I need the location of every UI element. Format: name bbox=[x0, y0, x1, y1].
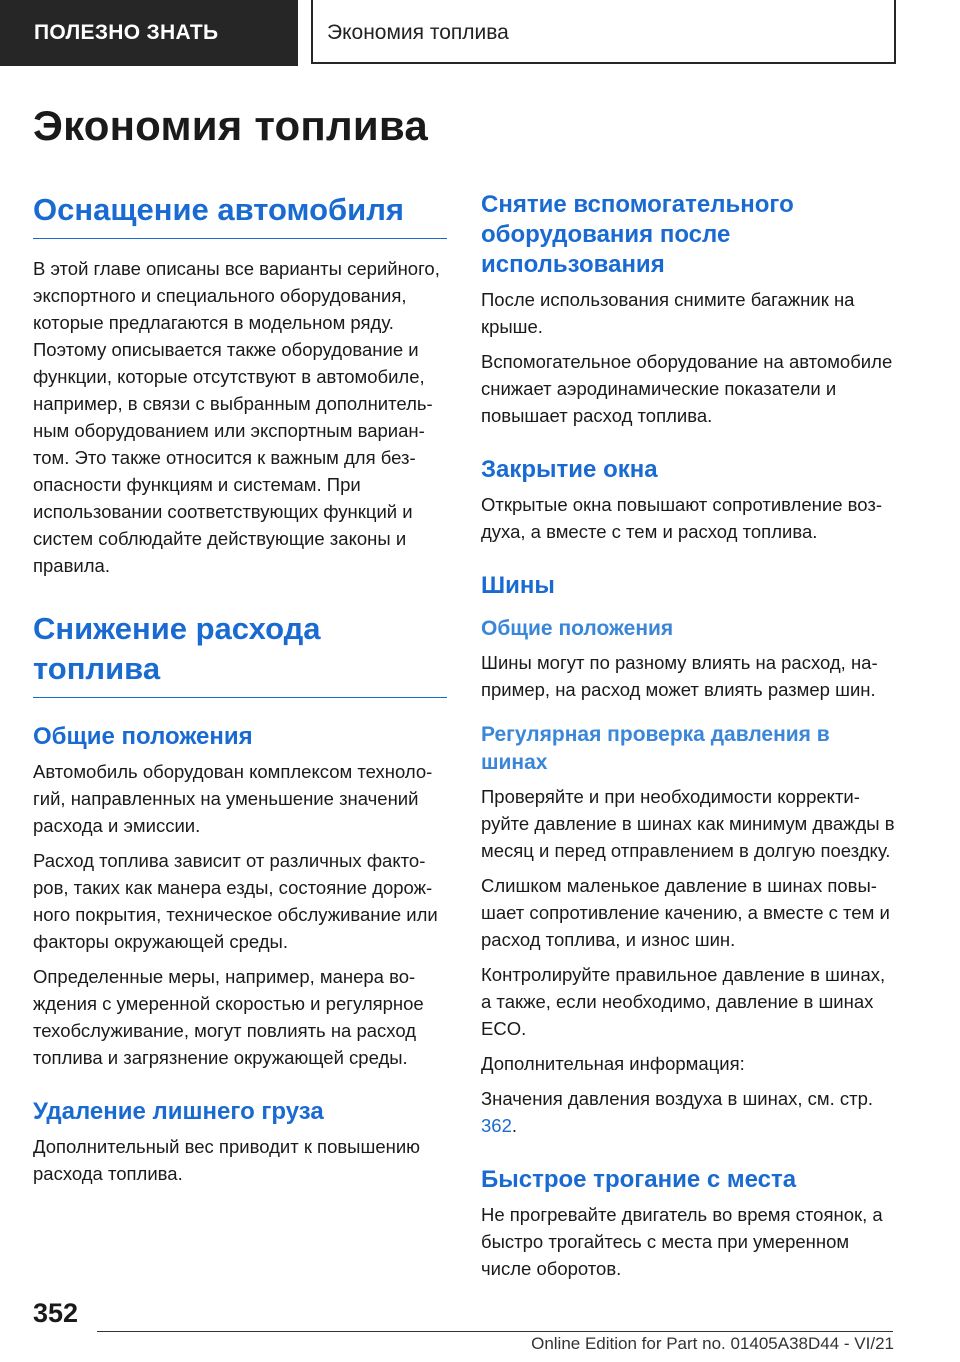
subsubheading-tires-general: Общие положения bbox=[481, 617, 674, 640]
paragraph: Слишком маленькое давление в шинах повышает сопротивление качению, а вместе с тем и расход топлива, и износ шин. bbox=[481, 875, 890, 950]
subheading-close-windows: Закрытие окна bbox=[481, 456, 658, 483]
paragraph: Контролируйте правильное давление в шинах, а также, если необходимо, давление в шинах ECO. bbox=[481, 964, 886, 1039]
subsubheading-tire-pressure: Регулярная проверка давления в шинах bbox=[481, 723, 830, 774]
cross-reference-end: . bbox=[511, 1115, 518, 1136]
chapter-tab[interactable]: Экономия топлива bbox=[311, 0, 896, 64]
paragraph: Не прогревайте двигатель во время стоянок, а быстро трогайтесь с места при умеренном числе оборотов. bbox=[481, 1204, 883, 1279]
paragraph: Проверяйте и при необходимости корректируйте давление в шинах как минимум дважды в месяц и перед отправлением в долгую поездку. bbox=[481, 786, 895, 861]
cross-reference-text: Значения давления воздуха в шинах, см. стр. bbox=[481, 1088, 874, 1109]
paragraph: Шины могут по разному влиять на расход, например, на расход может влиять размер шин. bbox=[481, 652, 878, 700]
footer-rule bbox=[97, 1331, 893, 1332]
cross-reference bbox=[481, 1085, 895, 1139]
subheading-quick-start: Быстрое трогание с места bbox=[481, 1166, 797, 1193]
right-column bbox=[481, 190, 895, 1290]
subheading-remove-accessories: Снятие вспомогательного оборудования после использования bbox=[481, 191, 794, 278]
subheading-general: Общие положения bbox=[33, 723, 253, 750]
page-header bbox=[0, 0, 960, 66]
paragraph: Вспомогательное оборудование на автомобиле снижает аэродинамические показатели и повышает расход топлива. bbox=[481, 351, 893, 426]
paragraph: Дополнительная информация: bbox=[481, 1053, 745, 1074]
page-link-362[interactable]: 362 bbox=[481, 1115, 512, 1136]
page-number: 352 bbox=[33, 1298, 79, 1328]
page-title: Экономия топлива bbox=[33, 102, 428, 149]
left-column bbox=[33, 190, 447, 1195]
paragraph: После использования снимите багажник на крыше. bbox=[481, 289, 855, 337]
paragraph: Расход топлива зависит от различных факторов, таких как манера езды, состояние дорожного покрытия, техническое обслуживание или факторы окружающей среды. bbox=[33, 850, 438, 952]
footer-edition: Online Edition for Part no. 01405A38D44 - VI/21 bbox=[531, 1334, 894, 1353]
heading-rule bbox=[33, 697, 447, 698]
paragraph: Определенные меры, например, манера вождения с умеренной скоростью и регулярное техобслуживание, могут повлиять на расход топлива и загрязнение окружающей среды. bbox=[33, 966, 424, 1068]
paragraph: В этой главе описаны все варианты серийного, экспортного и специального оборудования, которые предлагаются в модельном ряду. Поэтому описывается также оборудование и функции, которые отсутствуют в автомобиле, например, в связи с выбранным дополнительным оборудованием или экспортным вариантом. Это также относится к важным для безопасности функциям и системам. При использовании соответствующих функций и систем соблюдайте действующие законы и правила. bbox=[33, 258, 440, 576]
paragraph: Открытые окна повышают сопротивление воздуха, а вместе с тем и расход топлива. bbox=[481, 494, 882, 542]
section-tab[interactable]: ПОЛЕЗНО ЗНАТЬ bbox=[0, 0, 298, 66]
heading-reduce-consumption: Снижение расхода топлива bbox=[33, 611, 321, 686]
heading-equipment: Оснащение автомобиля bbox=[33, 190, 447, 239]
subheading-remove-load: Удаление лишнего груза bbox=[33, 1098, 324, 1125]
paragraph: Автомобиль оборудован комплексом технологий, направленных на уменьшение значений расхода и эмиссии. bbox=[33, 761, 433, 836]
paragraph: Дополнительный вес приводит к повышению расхода топлива. bbox=[33, 1136, 421, 1184]
subheading-tires: Шины bbox=[481, 572, 555, 599]
